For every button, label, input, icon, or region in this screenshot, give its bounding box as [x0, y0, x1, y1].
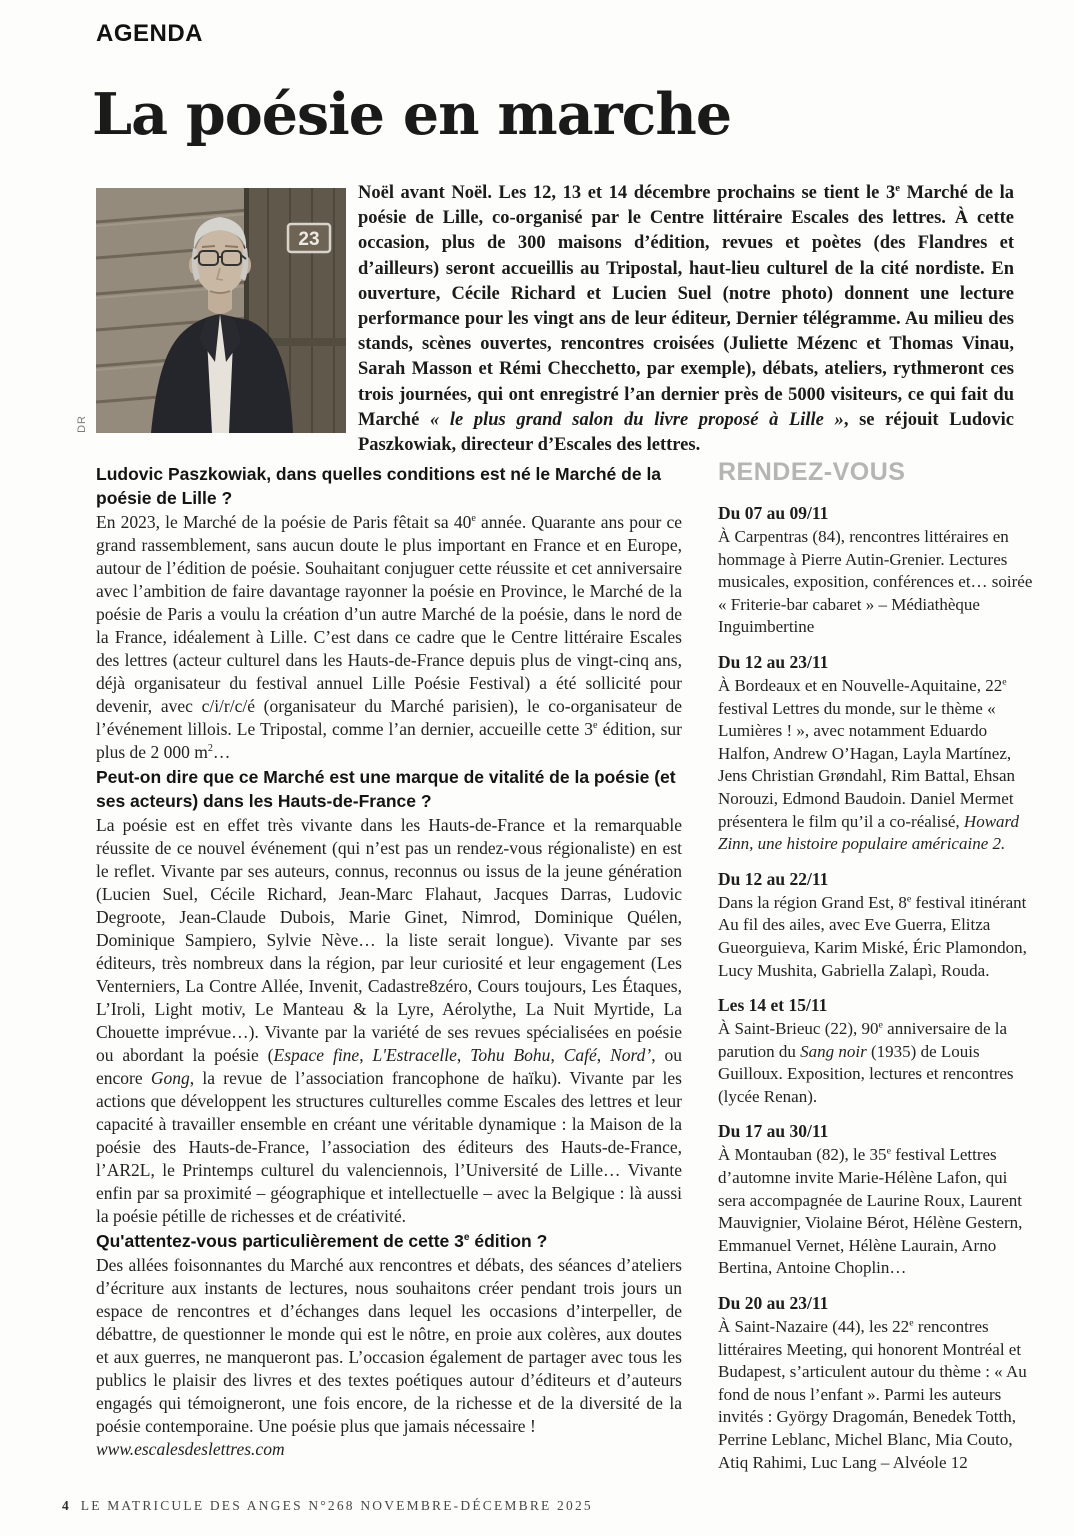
- event-description: À Saint-Brieuc (22), 90e anniversaire de la parution du Sang noir (1935) de Louis Guilloux. Exposition, lectures et rencontres (lycée Renan).: [718, 1019, 1014, 1106]
- photo-credit: DR: [76, 415, 88, 433]
- event-date: Du 07 au 09/11: [718, 503, 829, 523]
- section-kicker: AGENDA: [96, 20, 204, 47]
- event-item: [718, 1120, 1034, 1280]
- event-item: [718, 868, 1034, 982]
- event-date: Du 20 au 23/11: [718, 1293, 829, 1314]
- lead-paragraph: Noël avant Noël. Les 12, 13 et 14 décembre prochains se tient le 3e Marché de la poésie de Lille, co-organisé par le Centre littéraire Escales des lettres. À cette occasion, plus de 300 maisons d’édition, revues et poètes (des Flandres et d’ailleurs) seront accueillis au Tripostal, haut-lieu culturel de la cité nordiste. En ouverture, Cécile Richard et Lucien Suel (notre photo) donnent une lecture performance pour les vingt ans de leur éditeur, Dernier télégramme. Au milieu des stands, scènes ouvertes, rencontres croisées (Juliette Mézenc et Thomas Vinau, Sarah Masson et Rémi Checchetto, par exemple), débats, ateliers, rythmeront ces trois journées, qui ont enregistré l’an dernier près de 5000 visiteurs, ce qui fait du Marché « le plus grand salon du livre proposé à Lille », se réjouit Ludovic Paszkowiak, directeur d’Escales des lettres.: [358, 181, 1014, 456]
- event-date: Du 12 au 22/11: [718, 868, 829, 889]
- event-description: À Montauban (82), le 35e festival Lettres d’automne invite Marie-Hélène Lafon, qui sera accompagnée de Laurine Roux, Laurent Mauvignier, Violaine Bérot, Hélène Gestern, Emmanuel Vernet, Hélène Laurain, Arno Bertina, Antoine Choplin…: [718, 1145, 1023, 1278]
- rendezvous-heading: RENDEZ-VOUS: [718, 458, 906, 486]
- interview-question-1: Ludovic Paszkowiak, dans quelles conditions est né le Marché de la poésie de Lille ?: [96, 464, 662, 508]
- interview-answer-1: En 2023, le Marché de la poésie de Paris fêtait sa 40e année. Quarante ans pour ce grand rassemblement, sans aucun doute le plus important en France et en Europe, autour de l’édition de poésie. Souhaitant conjuguer cette réussite et cet anniversaire avec l’ambition de faire davantage rayonner la poésie en Province, le Marché de la poésie de Paris a voulu la création d’un autre Marché de la poésie, dans le nord de la France, idéalement à Lille. C’est dans ce cadre que le Centre littéraire Escales des lettres (acteur culturel dans les Hauts-de-France depuis plus de vingt-cinq ans, déjà organisateur du festival annuel Lille Poésie Festival) a été sollicité pour devenir, avec c/i/r/c/é (organisateur du Marché parisien), le co-organisateur de l’événement lillois. Le Tripostal, comme l’an dernier, accueille cette 3e édition, sur plus de 2 000 $m^2\dots$: [96, 512, 683, 762]
- footer-magazine-line: LE MATRICULE DES ANGES N°268 NOVEMBRE-DÉCEMBRE 2025: [80, 1498, 593, 1513]
- interview-column: [96, 461, 682, 1461]
- interview-question-3: Qu'attentez-vous particulièrement de cette 3e édition ?: [96, 1231, 548, 1251]
- portrait-photo: [96, 188, 346, 433]
- event-date: Du 12 au 23/11: [718, 651, 829, 672]
- event-description: Dans la région Grand Est, 8e festival itinérant Au fil des ailes, avec Eve Guerra, Elitza Gueorguieva, Karim Miské, Éric Plamondon, Lucy Mushita, Gabriella Zalapì, Rouda.: [718, 892, 1027, 980]
- interview-answer-3: Des allées foisonnantes du Marché aux rencontres et débats, des séances d’ateliers d’écriture aux instants de lectures, nous souhaitons créer pendant trois jours un espace de rencontres et d’échanges dans lequel les occasions d’interpeller, de débattre, de questionner le monde qui est le nôtre, en proie aux colères, aux doutes et aux guerres, ne manqueront pas. L’occasion également de partager avec tous les publics le plaisir des livres et des textes poétiques autour d’éditeurs et d’auteurs engagés qui témoigneront, une fois encore, de la richesse et de la diversité de la poésie contemporaine. Une poésie plus que jamais nécessaire !: [96, 1255, 682, 1436]
- event-date: Les 14 et 15/11: [718, 995, 828, 1016]
- door-number: 23: [298, 229, 320, 250]
- website-link[interactable]: www.escalesdeslettres.com: [96, 1439, 285, 1459]
- rendezvous-column: [718, 458, 1034, 1486]
- event-description: À Carpentras (84), rencontres littéraires en hommage à Pierre Autin-Grenier. Lectures musicales, exposition, conférences et… soirée « Friterie-bar cabaret » – Médiathèque Inguimbertine: [718, 527, 1033, 637]
- interview-answer-2: La poésie est en effet très vivante dans les Hauts-de-France et la remarquable réussite de ce nouvel événement (qui n’est pas un rendez-vous régionaliste) en est le reflet. Vivante par ses auteurs, connus, reconnus ou issus de la jeune génération (Lucien Suel, Cécile Richard, Jean-Marc Flahaut, Jacques Darras, Ludovic Degroote, Jean-Claude Dubois, Marie Ginet, Nimrod, Dominique Quélen, Dominique Sampiero, Sylvie Nève… la liste serait longue). Vivante par ses éditeurs, très nombreux dans la région, par leur curiosité et leur engagement (Les Venterniers, La Contre Allée, Invenit, Cadastre8zéro, Cours toujours, Les Étaques, L’Iroli, Light motiv, Le Manteau & la Lyre, Aérolythe, La Nuit Myrtide, La Chouette imprévue…). Vivante par la variété de ses revues spécialisées en poésie ou abordant la poésie (Espace fine, L'Estracelle, Tohu Bohu, Café, Nord’, ou encore Gong, la revue de l’association francophone de haïku). Vivante par les actions que développent les structures culturelles comme Escales des lettres et leur capacité à travailler ensemble en créant une véritable dynamique : la Maison de la poésie des Hauts-de-France, l’association des éditeurs des Hauts-de-France, l’AR2L, le Printemps culturel du valenciennois, l’Université de Lille… Vivante enfin par sa proximité – géographique et intellectuelle – avec la Belgique : là aussi la poésie pétille de richesses et de créativité.: [96, 815, 683, 1226]
- event-description: À Bordeaux et en Nouvelle-Aquitaine, 22e festival Lettres du monde, sur le thème « Lumières ! », avec notamment Eduardo Halfon, Andrew O’Hagan, Layla Martínez, Jens Christian Grøndahl, Rim Battal, Ehsan Norouzi, Edmond Baudoin. Daniel Mermet présentera le film qu’il a co-réalisé, Howard Zinn, une histoire populaire américaine 2.: [718, 675, 1020, 854]
- event-item: [718, 651, 1034, 856]
- page-number: 4: [62, 1498, 69, 1513]
- interview-question-2: Peut-on dire que ce Marché est une marque de vitalité de la poésie (et ses acteurs) dans les Hauts-de-France ?: [96, 767, 676, 811]
- page-footer: [62, 1498, 593, 1514]
- event-item: [718, 994, 1034, 1108]
- event-description: À Saint-Nazaire (44), les 22e rencontres littéraires Meeting, qui honorent Montréal et Budapest, s’articulent autour du thème : « Au fond de nous l’enfant ». Parmi les auteurs invités : György Dragomán, Benedek Totth, Perrine Leblanc, Michel Blanc, Mia Couto, Atiq Rahimi, Luc Lang – Alvéole 12: [718, 1317, 1027, 1472]
- event-item: [718, 502, 1034, 639]
- event-item: [718, 1292, 1034, 1474]
- event-date: Du 17 au 30/11: [718, 1121, 829, 1142]
- portrait-photo-block: [76, 188, 346, 433]
- article-title: La poésie en marche: [92, 81, 732, 148]
